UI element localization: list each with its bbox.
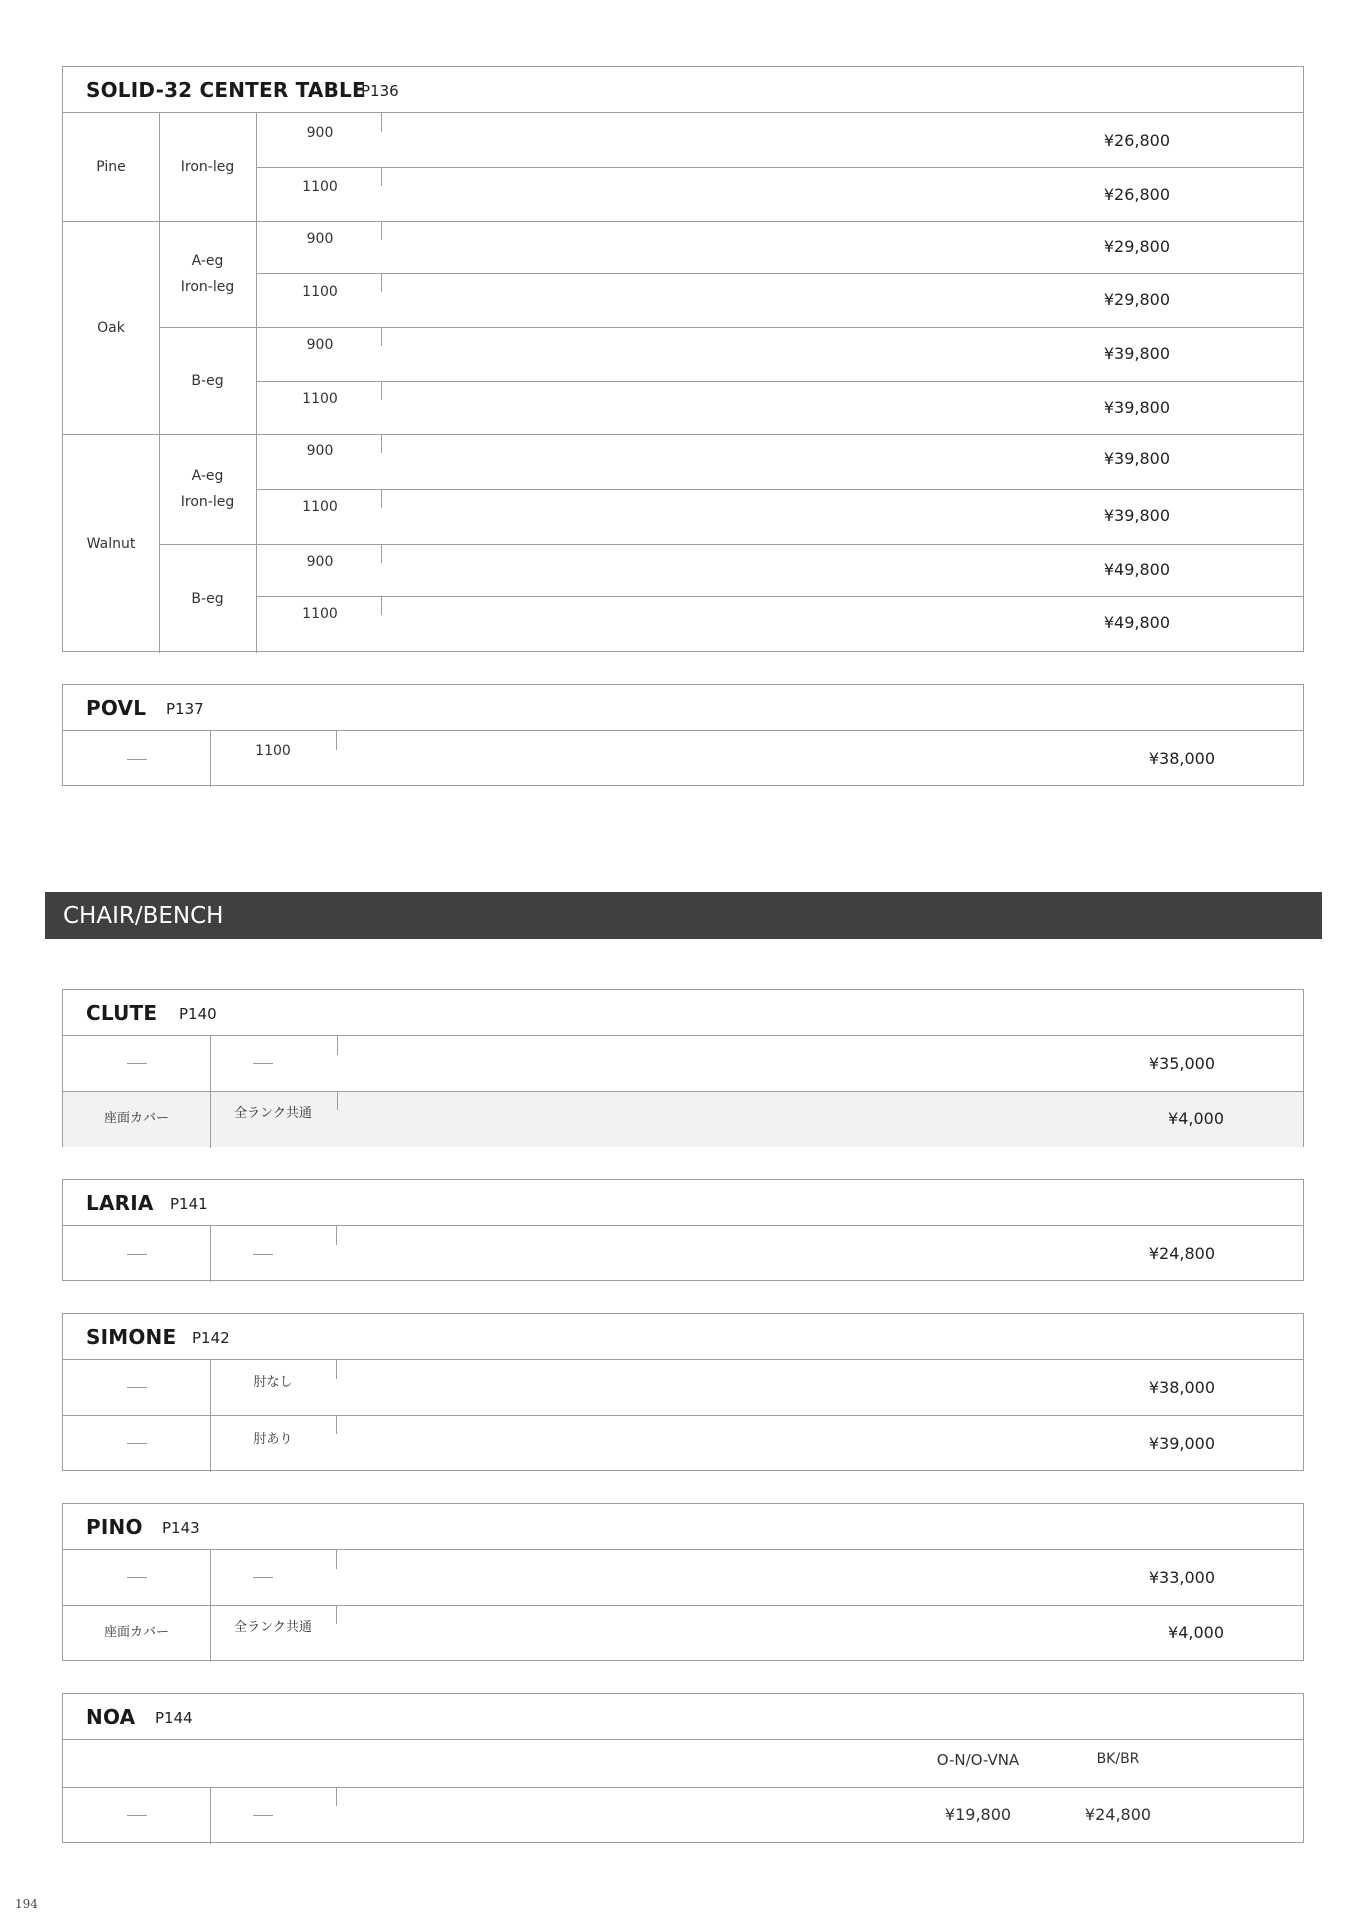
price: ¥38,000 bbox=[1148, 1378, 1215, 1397]
dash-placeholder bbox=[253, 1254, 273, 1255]
laria-price-table bbox=[62, 1179, 1304, 1281]
price: ¥24,800 bbox=[1084, 1805, 1152, 1824]
pino-price-table bbox=[62, 1503, 1304, 1661]
price: ¥4,000 bbox=[1168, 1109, 1224, 1128]
price: ¥19,800 bbox=[944, 1805, 1012, 1824]
empty-cell bbox=[63, 1787, 210, 1843]
cell-tick bbox=[336, 1550, 337, 1569]
price: ¥4,000 bbox=[1168, 1623, 1224, 1642]
price: ¥39,800 bbox=[1103, 344, 1170, 363]
price: ¥49,800 bbox=[1103, 560, 1170, 579]
size-label: 900 bbox=[306, 443, 334, 459]
option-label: 全ランク共通 bbox=[234, 1620, 312, 1635]
table-header bbox=[63, 1504, 1303, 1550]
page-reference: P140 bbox=[179, 1005, 217, 1023]
product-name: PINO bbox=[86, 1515, 143, 1539]
product-name: LARIA bbox=[86, 1191, 154, 1215]
empty-cell bbox=[223, 1787, 303, 1843]
size-label: 1100 bbox=[302, 499, 338, 515]
product-name: SOLID-32 CENTER TABLE bbox=[86, 78, 366, 102]
option-label: 全ランク共通 bbox=[234, 1106, 312, 1121]
dash-placeholder bbox=[127, 1387, 147, 1388]
cell-tick bbox=[381, 167, 382, 186]
cell-tick bbox=[381, 273, 382, 292]
wood-label: Oak bbox=[97, 319, 125, 336]
price: ¥39,000 bbox=[1148, 1434, 1215, 1453]
cell-tick bbox=[336, 1226, 337, 1245]
empty-cell bbox=[223, 1226, 303, 1282]
cell-tick bbox=[336, 731, 337, 750]
leg-label: A-eg Iron-leg bbox=[180, 468, 235, 510]
price: ¥29,800 bbox=[1103, 237, 1170, 256]
cell-tick bbox=[381, 544, 382, 563]
price: ¥26,800 bbox=[1103, 131, 1170, 150]
row-divider bbox=[256, 489, 1303, 490]
page-reference: P144 bbox=[155, 1709, 193, 1727]
empty-cell bbox=[223, 1036, 303, 1091]
table-header bbox=[63, 990, 1303, 1036]
size-label: 900 bbox=[306, 554, 334, 570]
noa-price-table bbox=[62, 1693, 1304, 1843]
size-label: 900 bbox=[306, 231, 334, 247]
column-divider bbox=[210, 1787, 211, 1844]
wood-label: Walnut bbox=[86, 535, 136, 552]
page-reference: P136 bbox=[361, 82, 399, 100]
price: ¥24,800 bbox=[1148, 1244, 1215, 1263]
price: ¥39,800 bbox=[1103, 506, 1170, 525]
price: ¥29,800 bbox=[1103, 290, 1170, 309]
row-divider bbox=[63, 1605, 1303, 1606]
cell-tick bbox=[381, 596, 382, 615]
page-reference: P137 bbox=[166, 700, 204, 718]
price: ¥39,800 bbox=[1103, 449, 1170, 468]
cell-tick bbox=[381, 434, 382, 453]
table-header bbox=[63, 1694, 1303, 1740]
column-divider bbox=[256, 113, 257, 653]
dash-placeholder bbox=[127, 1254, 147, 1255]
table-header bbox=[63, 1180, 1303, 1226]
column-divider bbox=[210, 731, 211, 787]
row-divider bbox=[159, 327, 1303, 328]
cell-tick bbox=[336, 1360, 337, 1379]
povl-price-table bbox=[62, 684, 1304, 786]
empty-cell bbox=[63, 1550, 210, 1605]
price: ¥38,000 bbox=[1148, 749, 1215, 768]
dash-placeholder bbox=[253, 1815, 273, 1816]
column-header: O-N/O-VNA bbox=[936, 1751, 1020, 1769]
table-header bbox=[63, 1314, 1303, 1360]
cell-tick bbox=[381, 221, 382, 240]
leg-label: A-eg Iron-leg bbox=[180, 253, 235, 295]
dash-placeholder bbox=[127, 1577, 147, 1578]
row-divider bbox=[63, 1091, 1303, 1092]
row-label: 座面カバー bbox=[103, 1111, 169, 1126]
column-divider bbox=[210, 1360, 211, 1472]
empty-cell bbox=[63, 1360, 210, 1415]
product-name: SIMONE bbox=[86, 1325, 177, 1349]
product-name: CLUTE bbox=[86, 1001, 158, 1025]
dash-placeholder bbox=[253, 1577, 273, 1578]
leg-label: B-eg bbox=[191, 372, 224, 389]
column-divider bbox=[210, 1226, 211, 1282]
size-label: 1100 bbox=[302, 391, 338, 407]
dash-placeholder bbox=[127, 759, 147, 760]
page-number: 194 bbox=[15, 1897, 38, 1911]
product-name: NOA bbox=[86, 1705, 136, 1729]
cell-tick bbox=[381, 327, 382, 346]
empty-cell bbox=[63, 1036, 210, 1091]
price: ¥35,000 bbox=[1148, 1054, 1215, 1073]
column-header: BK/BR bbox=[1096, 1751, 1140, 1767]
size-label: 1100 bbox=[302, 179, 338, 195]
page-reference: P143 bbox=[162, 1519, 200, 1537]
price: ¥39,800 bbox=[1103, 398, 1170, 417]
cell-tick bbox=[381, 381, 382, 400]
clute-price-table bbox=[62, 989, 1304, 1147]
wood-label: Pine bbox=[96, 159, 126, 175]
section-header bbox=[45, 892, 1322, 939]
empty-cell bbox=[223, 1550, 303, 1605]
cell-tick bbox=[381, 113, 382, 132]
simone-price-table bbox=[62, 1313, 1304, 1471]
cell-tick bbox=[336, 1605, 337, 1624]
empty-cell bbox=[63, 1415, 210, 1471]
column-divider bbox=[210, 1036, 211, 1148]
size-label: 1100 bbox=[302, 284, 338, 300]
page-reference: P141 bbox=[170, 1195, 208, 1213]
size-label: 1100 bbox=[302, 606, 338, 622]
leg-label: B-eg bbox=[191, 590, 224, 607]
price: ¥49,800 bbox=[1103, 613, 1170, 632]
product-name: POVL bbox=[86, 696, 147, 720]
leg-label: Iron-leg bbox=[180, 159, 235, 175]
table-header bbox=[63, 685, 1303, 731]
row-divider bbox=[256, 167, 1303, 168]
dash-placeholder bbox=[127, 1063, 147, 1064]
cell-tick bbox=[336, 1787, 337, 1806]
size-label: 900 bbox=[306, 125, 334, 141]
row-label: 座面カバー bbox=[103, 1625, 169, 1640]
row-divider bbox=[159, 544, 1303, 545]
option-label: 肘あり bbox=[253, 1432, 293, 1447]
cell-tick bbox=[337, 1036, 338, 1055]
size-label: 1100 bbox=[255, 743, 291, 759]
column-divider bbox=[210, 1550, 211, 1662]
cell-tick bbox=[336, 1415, 337, 1434]
empty-cell bbox=[63, 1226, 210, 1282]
row-divider bbox=[256, 381, 1303, 382]
row-divider bbox=[63, 1415, 1303, 1416]
empty-cell bbox=[63, 731, 210, 787]
price: ¥33,000 bbox=[1148, 1568, 1215, 1587]
cell-tick bbox=[337, 1091, 338, 1110]
cell-tick bbox=[381, 489, 382, 508]
table-header bbox=[63, 67, 1303, 113]
size-label: 900 bbox=[306, 337, 334, 353]
price: ¥26,800 bbox=[1103, 185, 1170, 204]
solid32-price-table bbox=[62, 66, 1304, 652]
dash-placeholder bbox=[127, 1443, 147, 1444]
option-label: 肘なし bbox=[253, 1375, 293, 1390]
page-reference: P142 bbox=[192, 1329, 230, 1347]
row-divider bbox=[256, 596, 1303, 597]
row-divider bbox=[256, 273, 1303, 274]
section-title: CHAIR/BENCH bbox=[63, 903, 224, 929]
dash-placeholder bbox=[127, 1815, 147, 1816]
dash-placeholder bbox=[253, 1063, 273, 1064]
